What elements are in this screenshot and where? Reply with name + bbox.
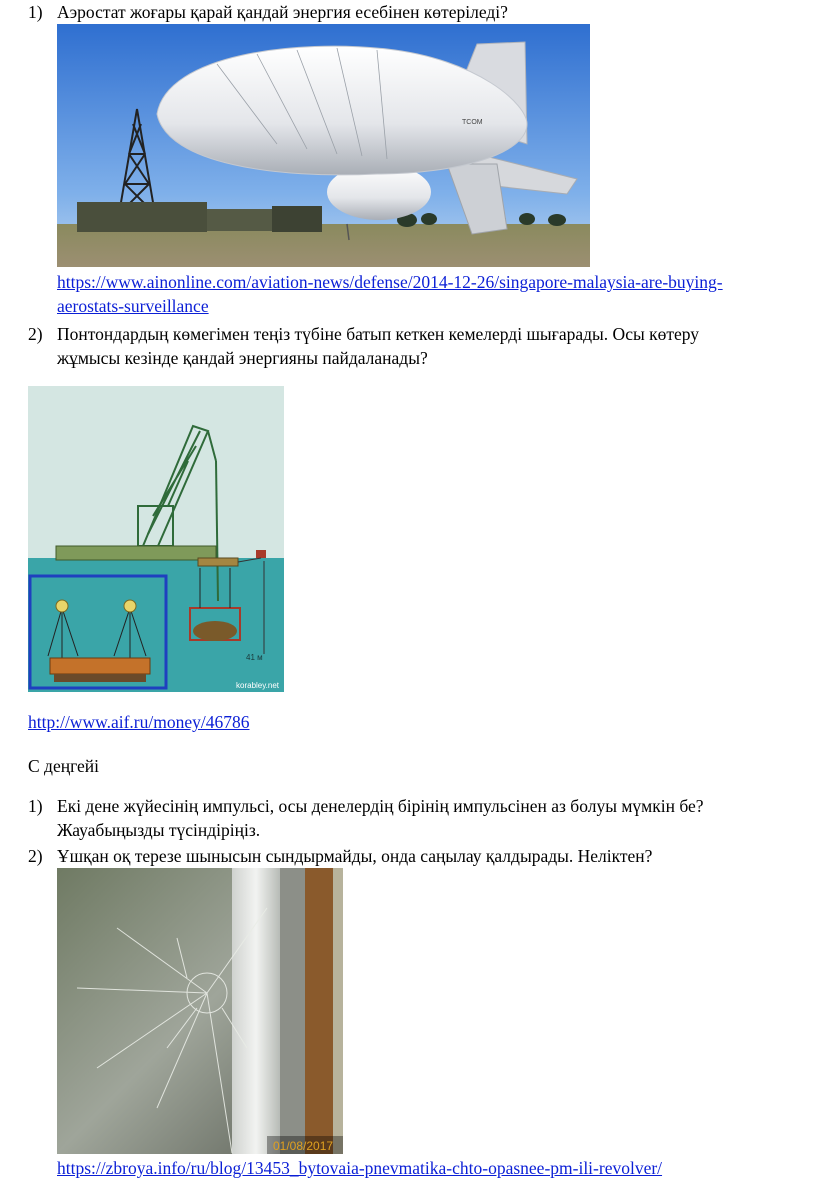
link-ainonline-anchor-1[interactable]: https://www.ainonline.com/aviation-news/defense/2014-12-26/singapore-malaysia-are-buying- (57, 272, 723, 292)
item-number-1: 1) (28, 2, 43, 22)
watermark-text: korabley.net (236, 681, 279, 690)
link-aif-anchor[interactable]: http://www.aif.ru/money/46786 (28, 712, 250, 732)
link-ainonline-anchor-2[interactable]: aerostats-surveillance (57, 296, 209, 316)
item-number-2: 2) (28, 324, 43, 344)
aerostat-illustration (57, 24, 590, 267)
pontoon-illustration (28, 386, 284, 692)
depth-label: 41 м (246, 653, 263, 662)
c-item-number-1: 1) (28, 796, 43, 816)
aerostat-label: TCOM (462, 119, 483, 126)
question-momentum-line1: Екі дене жүйесінің импульсі, осы денелердің бірінің импульсінен аз болуы мүмкін бе? (57, 796, 704, 816)
link-ainonline-line1[interactable] (57, 270, 723, 294)
question-pontoon-line1: Понтондардың көмегімен теңіз түбіне батып кеткен кемелерді шығарады. Осы көтеру (57, 324, 700, 344)
c-item-number-2: 2) (28, 846, 43, 866)
link-aif-line[interactable] (28, 710, 249, 734)
question-pontoon-line2: жұмысы кезінде қандай энергияны пайдаланады? (57, 348, 428, 368)
question-momentum-line2: Жауабыңызды түсіндіріңіз. (57, 820, 261, 840)
link-zbroya-line[interactable] (57, 1156, 662, 1180)
link-ainonline-line2[interactable] (57, 294, 209, 318)
aerostat-photo (57, 24, 590, 267)
level-heading: С деңгейі (28, 756, 100, 776)
cracked-glass-photo (57, 868, 343, 1154)
question-aerostat: Аэростат жоғары қарай қандай энергия есебінен көтеріледі? (57, 2, 508, 22)
pontoon-diagram (28, 386, 284, 692)
cracked-glass-illustration (57, 868, 343, 1154)
date-stamp: 01/08/2017 (273, 1139, 334, 1153)
question-bullet-glass: Ұшқан оқ терезе шынысын сындырмайды, онда саңылау қалдырады. Неліктен? (57, 846, 653, 866)
link-zbroya-anchor[interactable]: https://zbroya.info/ru/blog/13453_bytovaia-pnevmatika-chto-opasnee-pm-ili-revolver/ (57, 1158, 663, 1178)
